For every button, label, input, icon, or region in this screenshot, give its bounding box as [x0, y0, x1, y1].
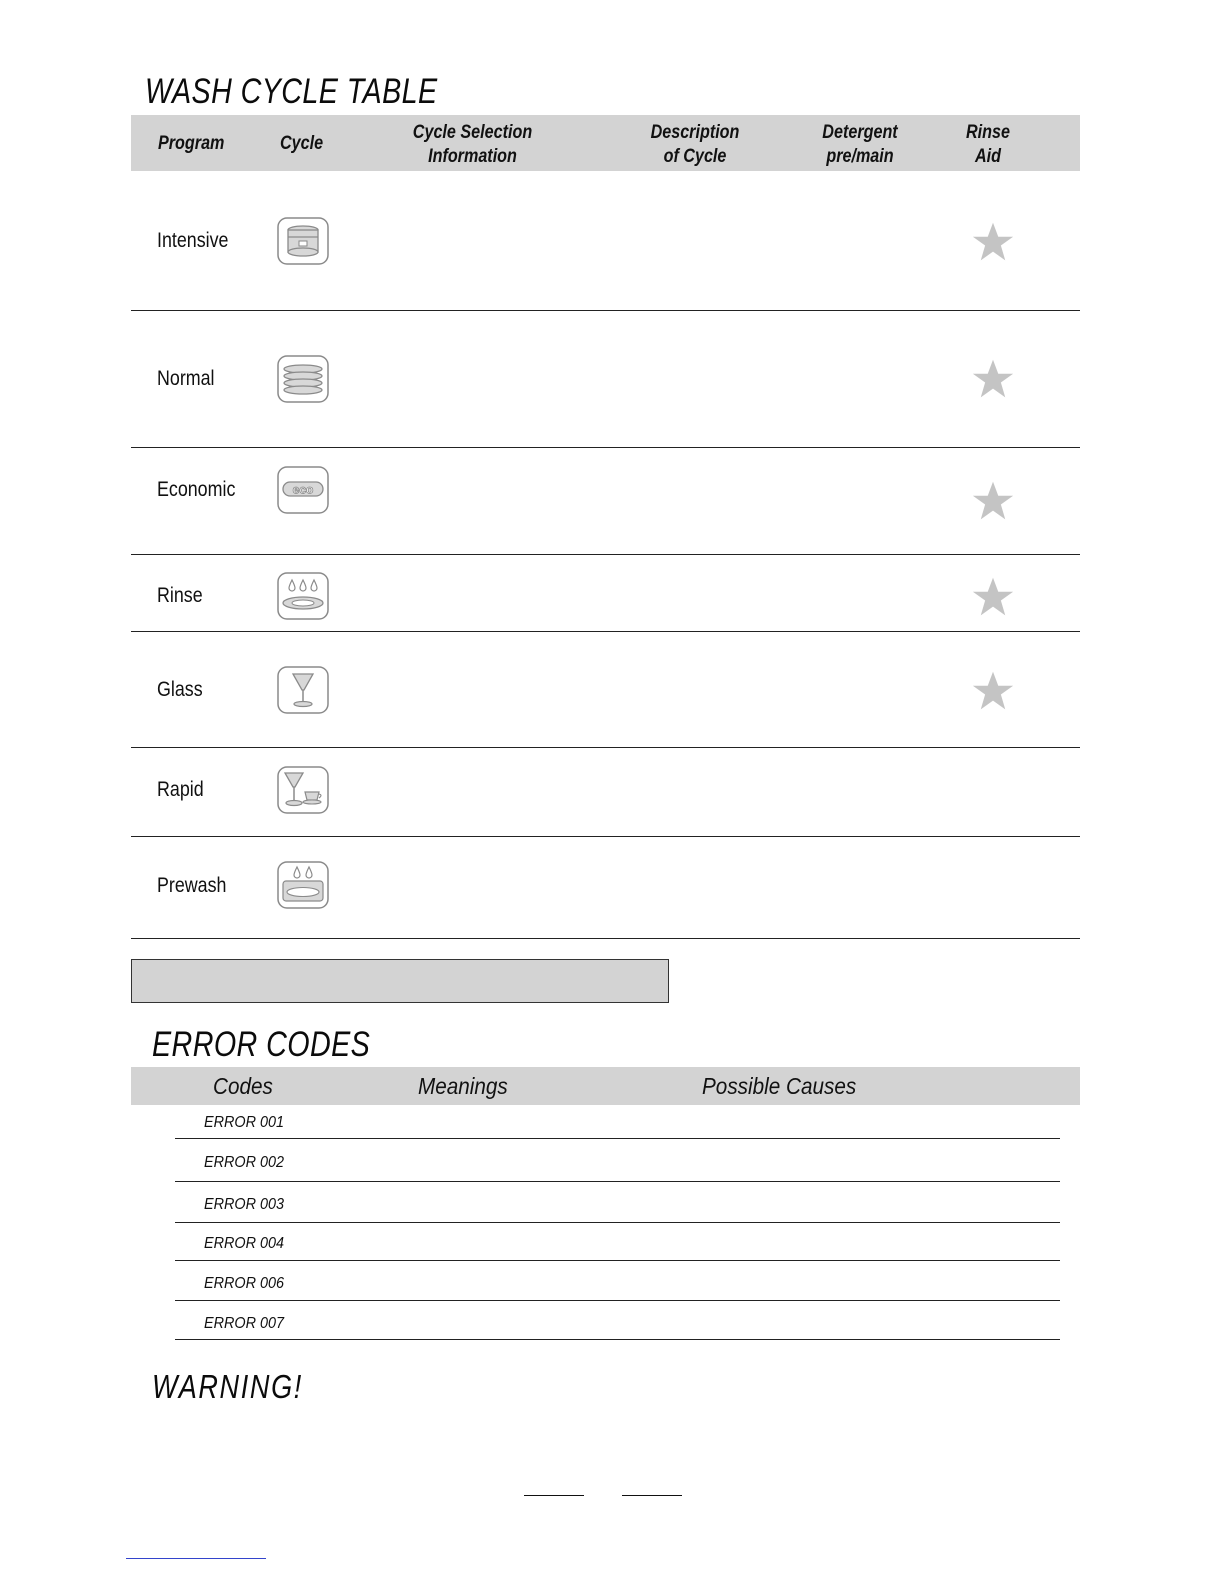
- footer-line-left: [524, 1495, 584, 1496]
- header-rinse-aid-line2: Aid: [974, 146, 1002, 167]
- error-table-header-bar: [131, 1067, 1080, 1105]
- wash-cycle-title: WASH CYCLE TABLE: [145, 72, 438, 111]
- error-code-label: ERROR 006: [204, 1275, 285, 1292]
- header-description-line2: of Cycle: [663, 146, 727, 167]
- header-cycle-selection-line2: Information: [428, 146, 517, 167]
- program-label: Rinse: [157, 584, 203, 607]
- header-rinse-aid: [950, 121, 1026, 169]
- header-detergent-line1: Detergent: [822, 122, 898, 143]
- error-row-divider: [175, 1300, 1060, 1301]
- wine-glass-icon: [277, 666, 329, 714]
- program-label: Rapid: [157, 778, 204, 801]
- header-cycle-selection-line1: Cycle Selection: [412, 122, 533, 143]
- error-row-divider: [175, 1339, 1060, 1340]
- program-label: Prewash: [157, 874, 227, 897]
- footer-line-right: [622, 1495, 682, 1496]
- row-divider: [131, 554, 1080, 555]
- header-rinse-aid-line1: Rinse: [966, 122, 1010, 143]
- header-detergent: [800, 121, 920, 169]
- row-divider: [131, 310, 1080, 311]
- program-label: Economic: [157, 478, 236, 501]
- header-meanings: Meanings: [418, 1073, 508, 1099]
- svg-text:eco: eco: [292, 482, 314, 497]
- row-divider: [131, 447, 1080, 448]
- water-drops-plate-icon: [277, 572, 329, 620]
- rinse-aid-star-icon: [972, 221, 1014, 263]
- header-cycle: Cycle: [280, 133, 324, 154]
- eco-icon: [277, 466, 329, 514]
- warning-title: WARNING!: [152, 1368, 303, 1405]
- header-detergent-line2: pre/main: [826, 146, 894, 167]
- rinse-aid-star-icon: [972, 358, 1014, 400]
- row-divider: [131, 836, 1080, 837]
- error-code-label: ERROR 002: [204, 1154, 285, 1171]
- program-label: Normal: [157, 367, 215, 390]
- error-row-divider: [175, 1181, 1060, 1182]
- rinse-aid-star-icon: [972, 670, 1014, 712]
- error-row-divider: [175, 1260, 1060, 1261]
- header-cycle-selection: [380, 121, 565, 169]
- rinse-aid-star-icon: [972, 576, 1014, 618]
- error-row-divider: [175, 1138, 1060, 1139]
- rinse-aid-star-icon: [972, 480, 1014, 522]
- row-divider: [131, 938, 1080, 939]
- program-label: Intensive: [157, 229, 229, 252]
- error-code-label: ERROR 003: [204, 1196, 285, 1213]
- program-label: Glass: [157, 678, 203, 701]
- error-code-label: ERROR 001: [204, 1114, 285, 1131]
- glass-and-cup-icon: [277, 766, 329, 814]
- error-code-label: ERROR 004: [204, 1235, 285, 1252]
- note-box: [131, 959, 669, 1003]
- header-program: Program: [158, 133, 225, 154]
- pot-icon: [277, 217, 329, 265]
- row-divider: [131, 747, 1080, 748]
- error-row-divider: [175, 1222, 1060, 1223]
- header-possible-causes: Possible Causes: [702, 1073, 857, 1099]
- footer-link-underline: [126, 1558, 266, 1559]
- stacked-plates-icon: [277, 355, 329, 403]
- row-divider: [131, 631, 1080, 632]
- error-code-label: ERROR 007: [204, 1315, 285, 1332]
- header-codes: Codes: [213, 1073, 273, 1099]
- header-description-line1: Description: [650, 122, 740, 143]
- error-codes-title: ERROR CODES: [152, 1025, 371, 1064]
- wash-table-header-bar: [131, 115, 1080, 171]
- prewash-bowl-icon: [277, 861, 329, 909]
- header-description: [630, 121, 760, 169]
